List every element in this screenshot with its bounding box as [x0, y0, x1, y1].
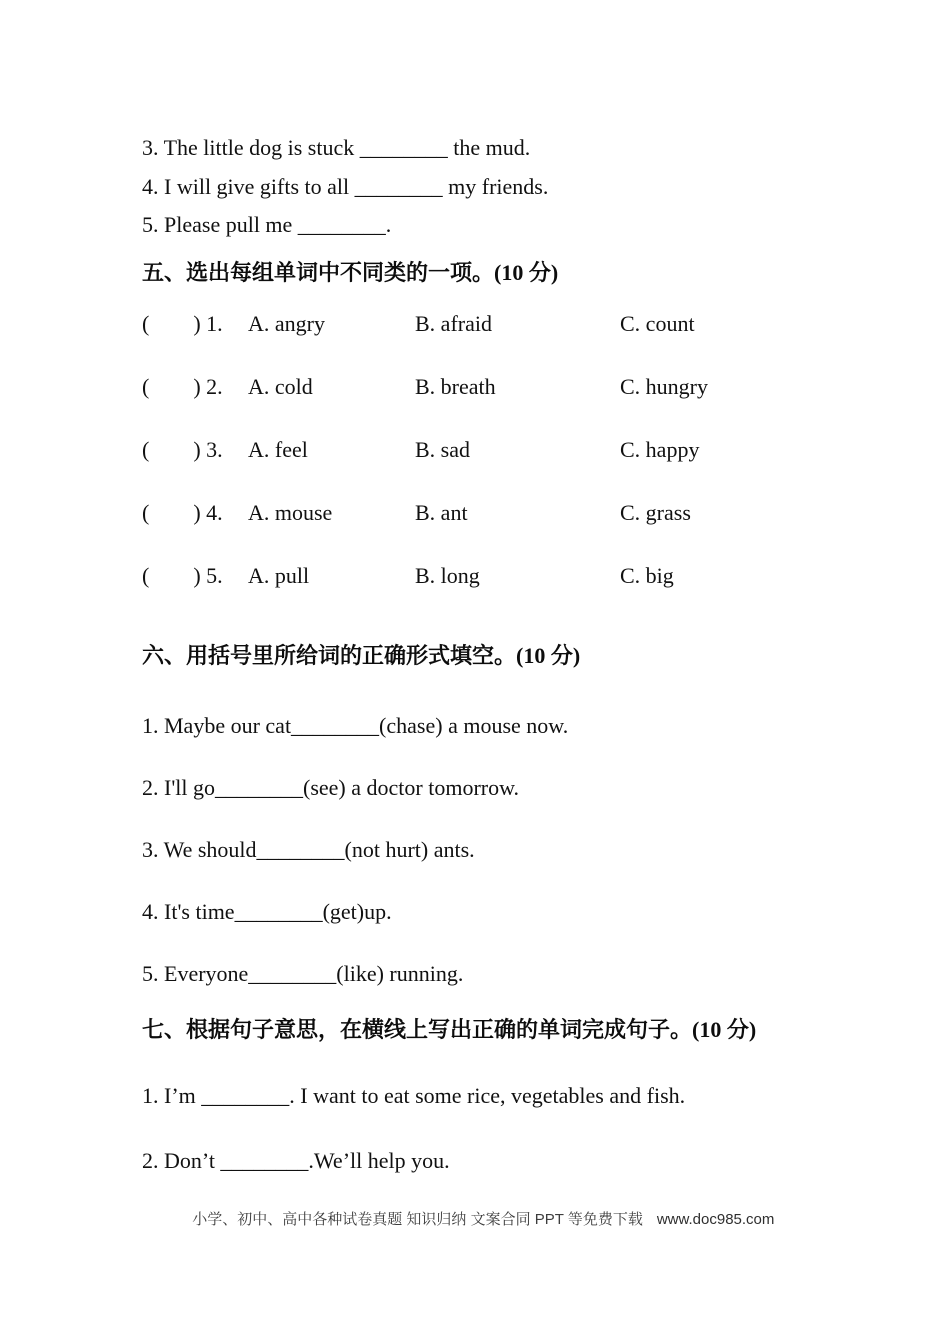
section-six-title: 六、用括号里所给词的正确形式填空。(10 分) [142, 643, 581, 669]
mc-option-b: B. breath [415, 374, 496, 399]
mc-option-c: C. big [620, 563, 674, 588]
mc-row-label: ( ) 4. [142, 500, 223, 525]
section-seven-title: 七、根据句子意思，在横线上写出正确的单词完成句子。(10 分) [142, 1017, 757, 1043]
mc-option-b: B. afraid [415, 311, 492, 336]
mc-row-3 [142, 437, 912, 463]
mc-option-b: B. sad [415, 437, 470, 462]
section-six-item-4: 4. It's time________(get)up. [142, 899, 392, 924]
mc-option-c: C. happy [620, 437, 700, 462]
mc-option-c: C. grass [620, 500, 691, 525]
mc-row-label: ( ) 3. [142, 437, 223, 462]
footer-site-url: www.doc985.com [656, 1211, 775, 1228]
mc-row-label: ( ) 2. [142, 374, 223, 399]
mc-option-b: B. ant [415, 500, 468, 525]
mc-option-c: C. hungry [620, 374, 708, 399]
mc-option-a: A. feel [248, 437, 308, 462]
page-footer [0, 1191, 950, 1246]
footer-promo-text: 小学、初中、高中各种试卷真题 知识归纳 文案合同 PPT 等免费下载 [192, 1211, 643, 1228]
mc-option-a: A. cold [248, 374, 313, 399]
mc-option-a: A. pull [248, 563, 310, 588]
section-seven-item-2: 2. Don’t ________.We’ll help you. [142, 1148, 450, 1173]
section-six-item-3: 3. We should________(not hurt) ants. [142, 837, 475, 862]
mc-option-c: C. count [620, 311, 695, 336]
mc-row-label: ( ) 1. [142, 311, 223, 336]
fill-blank-item-4: 4. I will give gifts to all ________ my friends. [142, 174, 549, 199]
fill-blank-item-3: 3. The little dog is stuck ________ the mud. [142, 135, 531, 160]
section-seven-item-1: 1. I’m ________. I want to eat some rice, vegetables and fish. [142, 1083, 686, 1108]
mc-option-a: A. angry [248, 311, 325, 336]
mc-row-1 [142, 311, 912, 337]
mc-option-a: A. mouse [248, 500, 333, 525]
mc-row-label: ( ) 5. [142, 563, 223, 588]
mc-row-4 [142, 500, 912, 526]
section-six-item-1: 1. Maybe our cat________(chase) a mouse now. [142, 713, 569, 738]
section-five-title: 五、选出每组单词中不同类的一项。(10 分) [142, 260, 559, 286]
mc-option-b: B. long [415, 563, 480, 588]
mc-row-5 [142, 563, 912, 589]
section-six-item-5: 5. Everyone________(like) running. [142, 961, 464, 986]
fill-blank-item-5: 5. Please pull me ________. [142, 212, 392, 237]
section-six-item-2: 2. I'll go________(see) a doctor tomorrow. [142, 775, 520, 800]
mc-row-2 [142, 374, 912, 400]
